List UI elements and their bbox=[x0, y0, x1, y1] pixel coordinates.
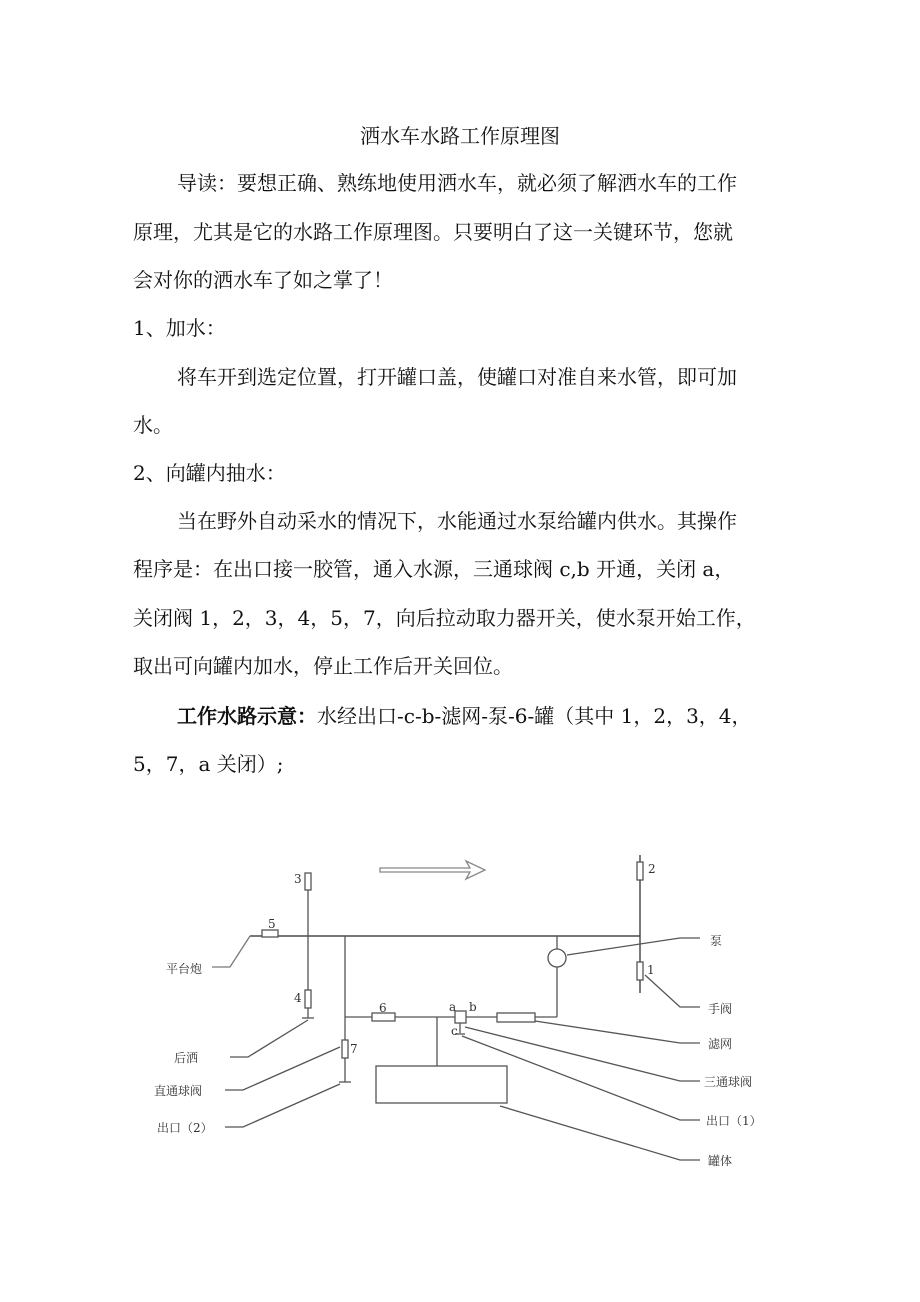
valve-7 bbox=[342, 1040, 348, 1058]
p1-line-2: 水。 bbox=[133, 413, 173, 437]
page-title: 洒水车水路工作原理图 bbox=[360, 124, 560, 148]
p2-line-3: 关闭阀 1，2，3，4，5，7，向后拉动取力器开关，使水泵开始工作， bbox=[133, 606, 756, 630]
valve-3 bbox=[305, 873, 311, 890]
valve-b-label: b bbox=[469, 1000, 477, 1014]
label-outlet-1: 出口（1） bbox=[706, 1114, 762, 1128]
label-outlet-2: 出口（2） bbox=[157, 1121, 213, 1135]
label-platform-cannon: 平台炮 bbox=[166, 962, 203, 976]
flow-label: 工作水路示意： bbox=[177, 704, 317, 728]
label-straight-ball-valve: 直通球阀 bbox=[154, 1084, 203, 1098]
pump bbox=[548, 949, 566, 967]
p2-line-4: 取出可向罐内加水，停止工作后开关回位。 bbox=[133, 654, 513, 678]
flow-text: 水经出口-c-b-滤网-泵-6-罐（其中 1，2，3，4， bbox=[317, 704, 752, 728]
intro-line-2: 原理，尤其是它的水路工作原理图。只要明白了这一关键环节，您就 bbox=[133, 220, 733, 244]
valve-2-label: 2 bbox=[648, 862, 656, 876]
valve-c-label: c bbox=[451, 1024, 458, 1038]
intro-line-1: 导读：要想正确、熟练地使用洒水车，就必须了解洒水车的工作 bbox=[177, 171, 737, 195]
p1-line-1: 将车开到选定位置，打开罐口盖，使罐口对准自来水管，即可加 bbox=[177, 365, 737, 389]
valve-2 bbox=[637, 862, 643, 880]
valve-5-label: 5 bbox=[268, 917, 276, 931]
valve-1-label: 1 bbox=[647, 963, 655, 977]
filter bbox=[497, 1013, 535, 1022]
valve-7-label: 7 bbox=[350, 1042, 358, 1056]
valve-3-label: 3 bbox=[294, 872, 302, 886]
valve-4-label: 4 bbox=[294, 991, 302, 1005]
three-way-valve bbox=[455, 1011, 466, 1023]
valve-5 bbox=[262, 930, 278, 937]
label-rear-spray: 后洒 bbox=[174, 1051, 199, 1065]
label-pump: 泵 bbox=[710, 934, 723, 948]
valve-a-label: a bbox=[449, 1000, 457, 1014]
flow-arrow-icon bbox=[380, 861, 485, 879]
label-tank: 罐体 bbox=[708, 1154, 733, 1168]
p2-line-2: 程序是：在出口接一胶管，通入水源，三通球阀 c,b 开通，关闭 a， bbox=[133, 557, 735, 581]
heading-add-water: 1、加水： bbox=[133, 316, 226, 340]
valve-4 bbox=[305, 990, 311, 1008]
label-filter: 滤网 bbox=[708, 1037, 733, 1051]
tank-body bbox=[376, 1066, 507, 1103]
valve-1 bbox=[637, 962, 643, 980]
flow-line-2: 5，7，a 关闭）; bbox=[133, 752, 284, 776]
heading-pump-water: 2、向罐内抽水： bbox=[133, 461, 286, 485]
label-hand-valve: 手阀 bbox=[708, 1002, 733, 1016]
intro-line-3: 会对你的洒水车了如之掌了！ bbox=[133, 268, 393, 292]
p2-line-1: 当在野外自动采水的情况下，水能通过水泵给罐内供水。其操作 bbox=[177, 509, 737, 533]
valve-6-label: 6 bbox=[379, 1001, 387, 1015]
label-three-way-valve: 三通球阀 bbox=[704, 1075, 753, 1089]
